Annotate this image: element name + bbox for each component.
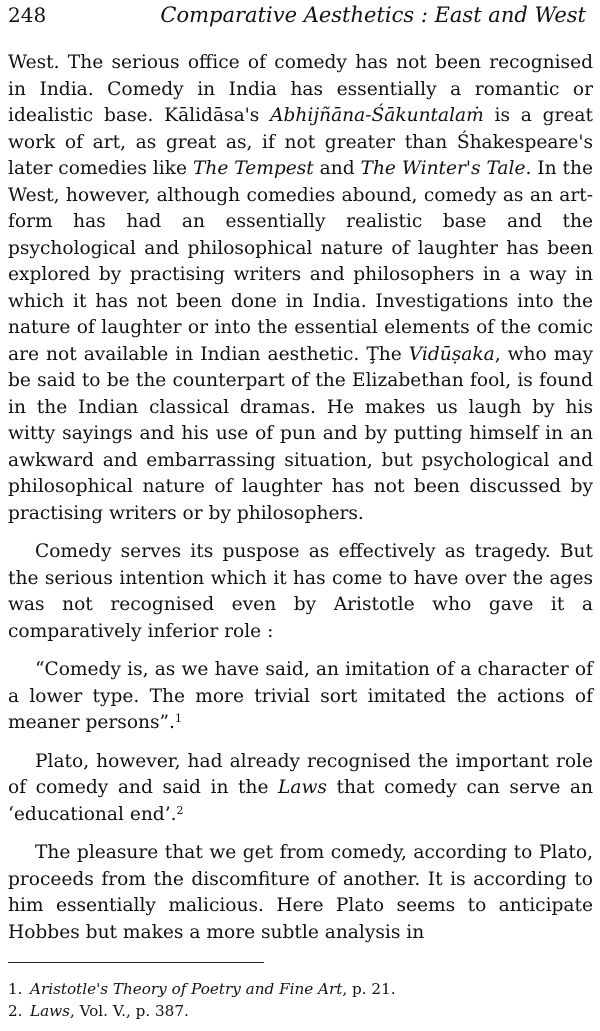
italic-text: Aristotle's Theory of Poetry and Fine Art <box>30 980 343 998</box>
paragraph-plato-pleasure <box>8 840 593 946</box>
italic-text: Abhijñāna-Śākuntalaṁ <box>270 105 484 126</box>
running-head: Comparative Aesthetics : East and West <box>160 3 586 27</box>
text-run: . In the West, however, although comedies abound, comedy as an art-form has had an essentially realistic base and the psychological and philosophical nature of laughter has been explored by practising writers and philosophers in a way in which it has not been done in India. Investigations into the nature of laughter or into the essential elements of the comic are not available in Indian aesthetic. Ţhe <box>8 158 593 365</box>
text-run: , p. 21. <box>342 980 396 998</box>
text-run: that comedy can serve an ‘educational end’. <box>8 777 593 825</box>
italic-text: The Tempest <box>192 158 314 179</box>
text-run: and <box>313 158 361 179</box>
text-run: “Comedy is, as we have said, an imitation of a character of a lower type. The more trivial sort imitated the actions of meaner persons”. <box>8 659 593 733</box>
italic-text: The Winter's Tale <box>360 158 526 179</box>
italic-text: Vidūṣaka <box>408 343 495 365</box>
text-run: is a great work of art, as great as, if not greater than Śhakespeare's later comedies like <box>8 105 593 179</box>
text-run: Plato, however, had already recognised the important role of comedy and said in the <box>8 750 593 798</box>
text-run: , who may be said to be the counterpart of the Elizabethan fool, is found in the Indian classical dramas. He makes us laugh by his witty sayings and his use of pun and by putting himself in an awkward and embarrassing situation, but psychological and philosophical nature of laughter has not been discussed by practising writers or by philosophers. <box>8 343 593 524</box>
page-number: 248 <box>8 3 47 27</box>
footnote-number: 1. <box>8 980 23 998</box>
text-run: The pleasure that we get from comedy, according to Plato, proceeds from the discomfiture of another. It is according to him essentially malicious. Here Plato seems to anticipate Hobbes but makes a more subtle analysis in <box>8 842 593 943</box>
text-run: , Vol. V., p. 387. <box>69 1002 189 1020</box>
italic-text: Laws <box>30 1002 70 1020</box>
text-run: West. The serious office of comedy has not been recognised in India. Comedy in India has essentially a romantic or idealistic base. Kālidāsa's <box>8 52 593 126</box>
footnotes <box>8 978 593 1022</box>
aristotle-quotation <box>8 657 593 737</box>
footnote-separator <box>8 962 264 963</box>
body-text <box>8 50 593 946</box>
text-run: Comedy serves its puspose as effectively as tragedy. But the serious intention which it has come to have over the ages was not recognised even by Aristotle who gave it a comparatively inferior role : <box>8 541 593 642</box>
footnote-ref: 2 <box>176 803 184 817</box>
paragraph-plato-laws <box>8 749 593 829</box>
page-header <box>8 2 592 34</box>
footnote-number: 2. <box>8 1002 23 1020</box>
paragraph-comedy-purpose <box>8 539 593 645</box>
footnote-1 <box>8 978 593 1000</box>
footnote-ref: 1 <box>174 712 182 725</box>
paragraph-continuation <box>8 50 593 527</box>
footnote-2 <box>8 1000 593 1022</box>
italic-text: Laws <box>278 777 327 798</box>
